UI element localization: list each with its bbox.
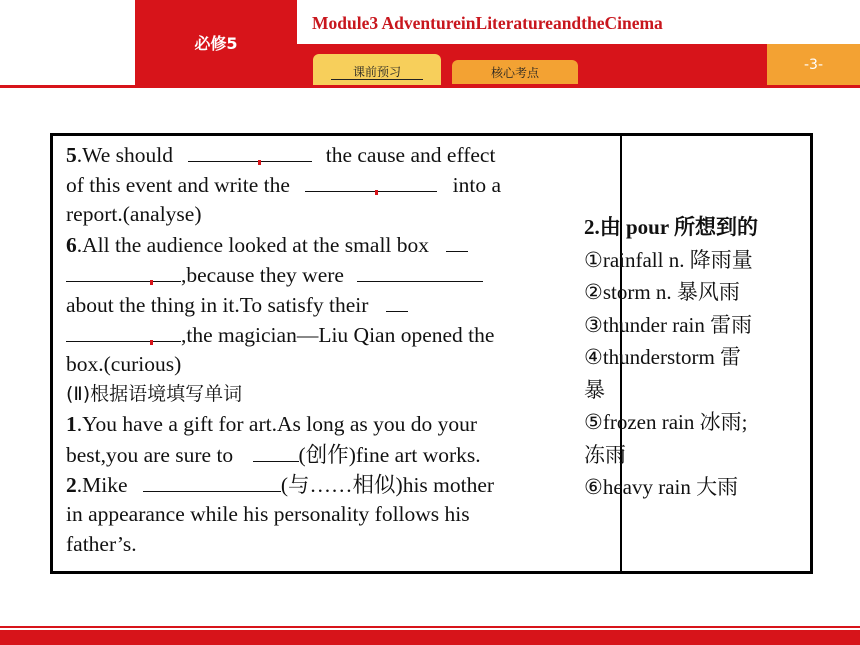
s2-number: 2 [66,473,77,497]
s1-text-b: best,you are sure to [66,443,234,467]
section-heading [66,379,616,409]
s2-line-2 [66,499,616,529]
s2-text-d: father’s. [66,532,137,556]
q6-text-d: ,the magician—Liu Qian opened the [181,323,495,347]
blank-tick [375,190,378,195]
vocab-title: 2.由 pour 所想到的 [584,215,759,239]
blank-tick [150,280,153,285]
vocab-item-thunder-rain: ③thunder rain 雷雨 [584,312,753,337]
header-left-block [0,0,135,85]
q5-text-d: into a [452,173,502,197]
q6-text-c: about the thing in it.To satisfy their [66,293,369,317]
q6-text-b: ,because they were [181,263,344,287]
content-table [50,133,813,574]
q6-text-a: .All the audience looked at the small box [76,233,430,257]
q5-line-3 [66,199,616,229]
vocab-item-storm: ②storm n. 暴风雨 [584,280,740,304]
s1-number: 1 [66,412,77,436]
tab-preview-label: 课前预习 [352,65,401,79]
vocab-item-frozen-rain-cont: 冻雨 [584,442,626,467]
exercise-column [66,139,616,559]
s1-line-1 [66,409,616,439]
vocab-item-heavy-rain: ⑥heavy rain 大雨 [584,475,739,499]
q5-blank-2[interactable] [305,169,437,192]
s1-blank[interactable] [253,439,299,462]
tab-core-points[interactable] [452,60,578,84]
q6-line-5 [66,349,616,379]
module-title: Module3 AdventureinLiteratureandtheCinema [312,13,663,33]
s2-text-c: in appearance while his personality follows his [66,502,470,526]
course-label [135,0,297,85]
s2-text-a: .Mike [76,473,128,497]
q5-text-e: report.(analyse) [66,202,202,226]
page-number: -3- [767,44,860,85]
q6-number: 6 [66,233,77,257]
s2-text-b: (与……相似)his mother [280,473,495,497]
q6-line-3 [66,289,616,319]
q6-blank-1a[interactable] [446,229,468,252]
s2-line-1 [66,469,616,499]
q6-blank-3a[interactable] [386,289,408,312]
q5-text-c: of this event and write the [66,173,290,197]
q5-line-1 [66,139,616,169]
footer-rule-thin [0,626,860,628]
q6-text-e: box.(curious) [66,352,182,376]
tab-preview[interactable] [313,54,441,85]
course-label-text: 必修5 [194,34,238,53]
q6-blank-1b[interactable] [66,259,181,282]
q6-line-2 [66,259,616,289]
blank-tick [150,340,153,345]
vocab-item-thunderstorm: ④thunderstorm 雷 [584,345,742,369]
s1-line-2 [66,439,616,469]
q5-blank-1[interactable] [188,139,312,162]
s1-text-a: .You have a gift for art.As long as you do your [76,412,478,436]
section-heading-text: (Ⅱ)根据语境填写单词 [66,383,243,405]
vocab-item-rainfall: ①rainfall n. 降雨量 [584,247,753,272]
header-rule [0,85,860,88]
q6-line-1 [66,229,616,259]
blank-tick [258,160,261,165]
q6-blank-3b[interactable] [66,319,181,342]
tab-core-points-label: 核心考点 [490,65,539,80]
q6-line-4 [66,319,616,349]
vocabulary-column [584,211,804,504]
s2-line-3 [66,529,616,559]
s1-text-c: (创作)fine art works. [298,443,481,467]
q5-text-a: .We should [76,143,173,167]
tab-preview-underline [331,79,423,80]
footer-rule [0,630,860,645]
q5-number: 5 [66,143,77,167]
vocab-item-thunderstorm-cont: 暴 [584,377,605,402]
s2-blank[interactable] [143,469,281,492]
q6-blank-2[interactable] [357,259,483,282]
q5-text-b: the cause and effect [325,143,496,167]
vocab-item-frozen-rain: ⑤frozen rain 冰雨; [584,410,748,434]
q5-line-2 [66,169,616,199]
